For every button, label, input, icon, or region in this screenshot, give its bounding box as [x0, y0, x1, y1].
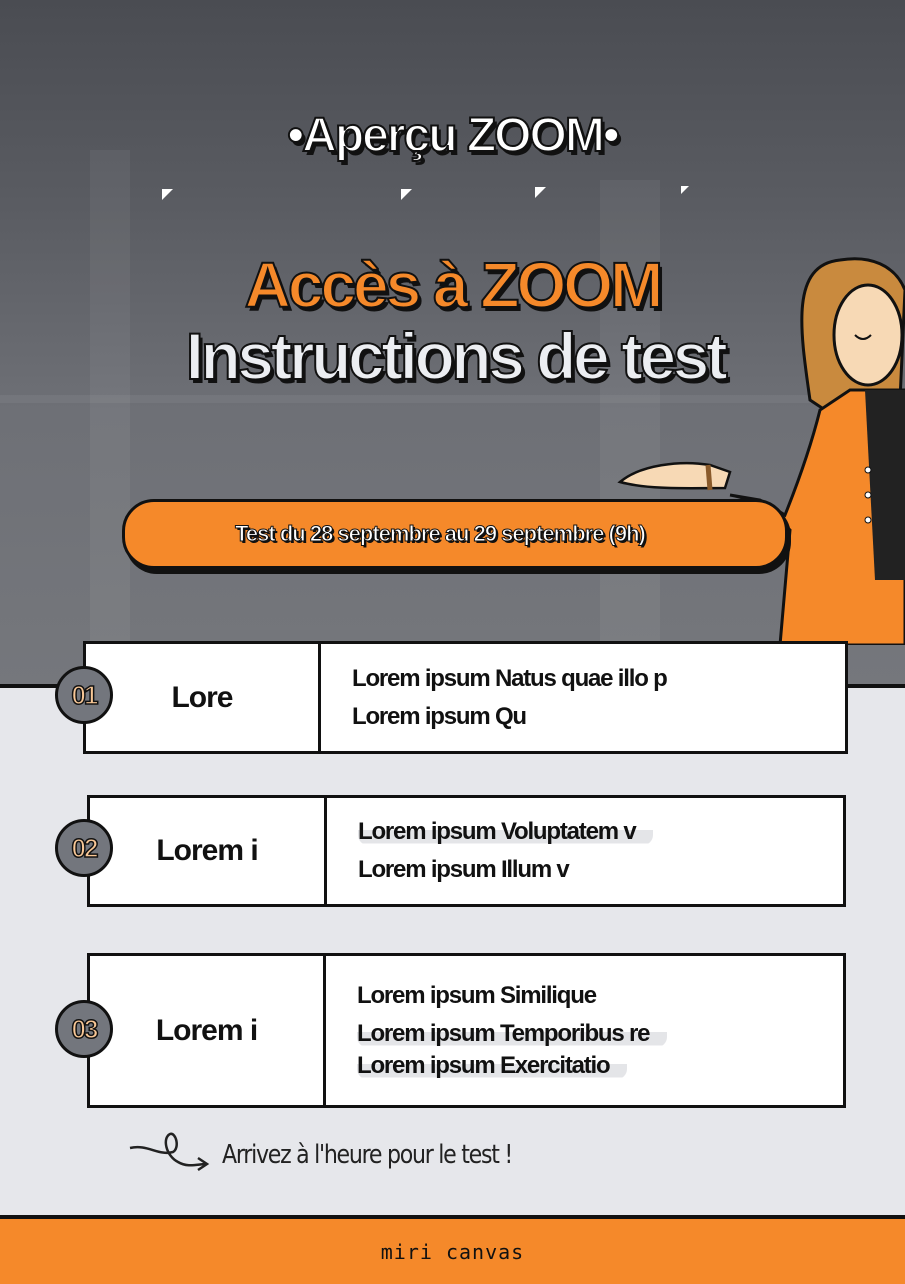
- highlighted-text: Lorem ipsum Temporibus re: [357, 1020, 667, 1047]
- row-line: Lorem ipsum Natus quae illo p: [352, 664, 667, 692]
- row-number-badge: 01: [55, 666, 113, 724]
- row-line: Lorem ipsum Similique: [357, 981, 596, 1009]
- row-number-badge: 02: [55, 819, 113, 877]
- date-banner: [122, 499, 788, 569]
- brand-logo: miri canvas: [380, 1239, 525, 1264]
- row-line: [358, 817, 843, 847]
- title-line-1: Accès à ZOOM: [244, 249, 661, 321]
- row-content: [318, 644, 845, 751]
- date-banner-text: Test du 28 septembre au 29 septembre (9h): [235, 521, 645, 546]
- row-content: [324, 798, 843, 904]
- row-label: Lorem i: [90, 798, 327, 904]
- instruction-row-3: [87, 953, 846, 1108]
- row-label: Lore: [86, 644, 321, 751]
- title-line-2: Instructions de test: [185, 319, 725, 393]
- decor-tick: [681, 186, 689, 194]
- footer: [0, 1215, 905, 1284]
- curly-arrow-icon: [128, 1128, 213, 1178]
- reminder-note: Arrivez à l'heure pour le test !: [222, 1140, 512, 1170]
- row-line: Lorem ipsum Illum v: [358, 856, 569, 883]
- highlighted-text: Lorem ipsum Voluptatem v: [358, 818, 653, 845]
- decor-tick: [535, 187, 546, 198]
- presenter-illustration: [610, 250, 905, 645]
- decor-tick: [162, 189, 173, 200]
- row-label: Lorem i: [90, 956, 326, 1105]
- background-pillar: [90, 150, 130, 686]
- row-content: [323, 956, 843, 1105]
- row-number-badge: 03: [55, 1000, 113, 1058]
- highlighted-text: Lorem ipsum Exercitatio: [357, 1052, 627, 1079]
- instruction-row-2: [87, 795, 846, 907]
- row-line: [357, 1051, 843, 1081]
- decor-tick: [401, 189, 412, 200]
- row-line: Lorem ipsum Qu: [352, 702, 526, 730]
- subtitle: •Aperçu ZOOM•: [287, 109, 618, 162]
- row-line: [357, 1019, 843, 1049]
- instruction-row-1: [83, 641, 848, 754]
